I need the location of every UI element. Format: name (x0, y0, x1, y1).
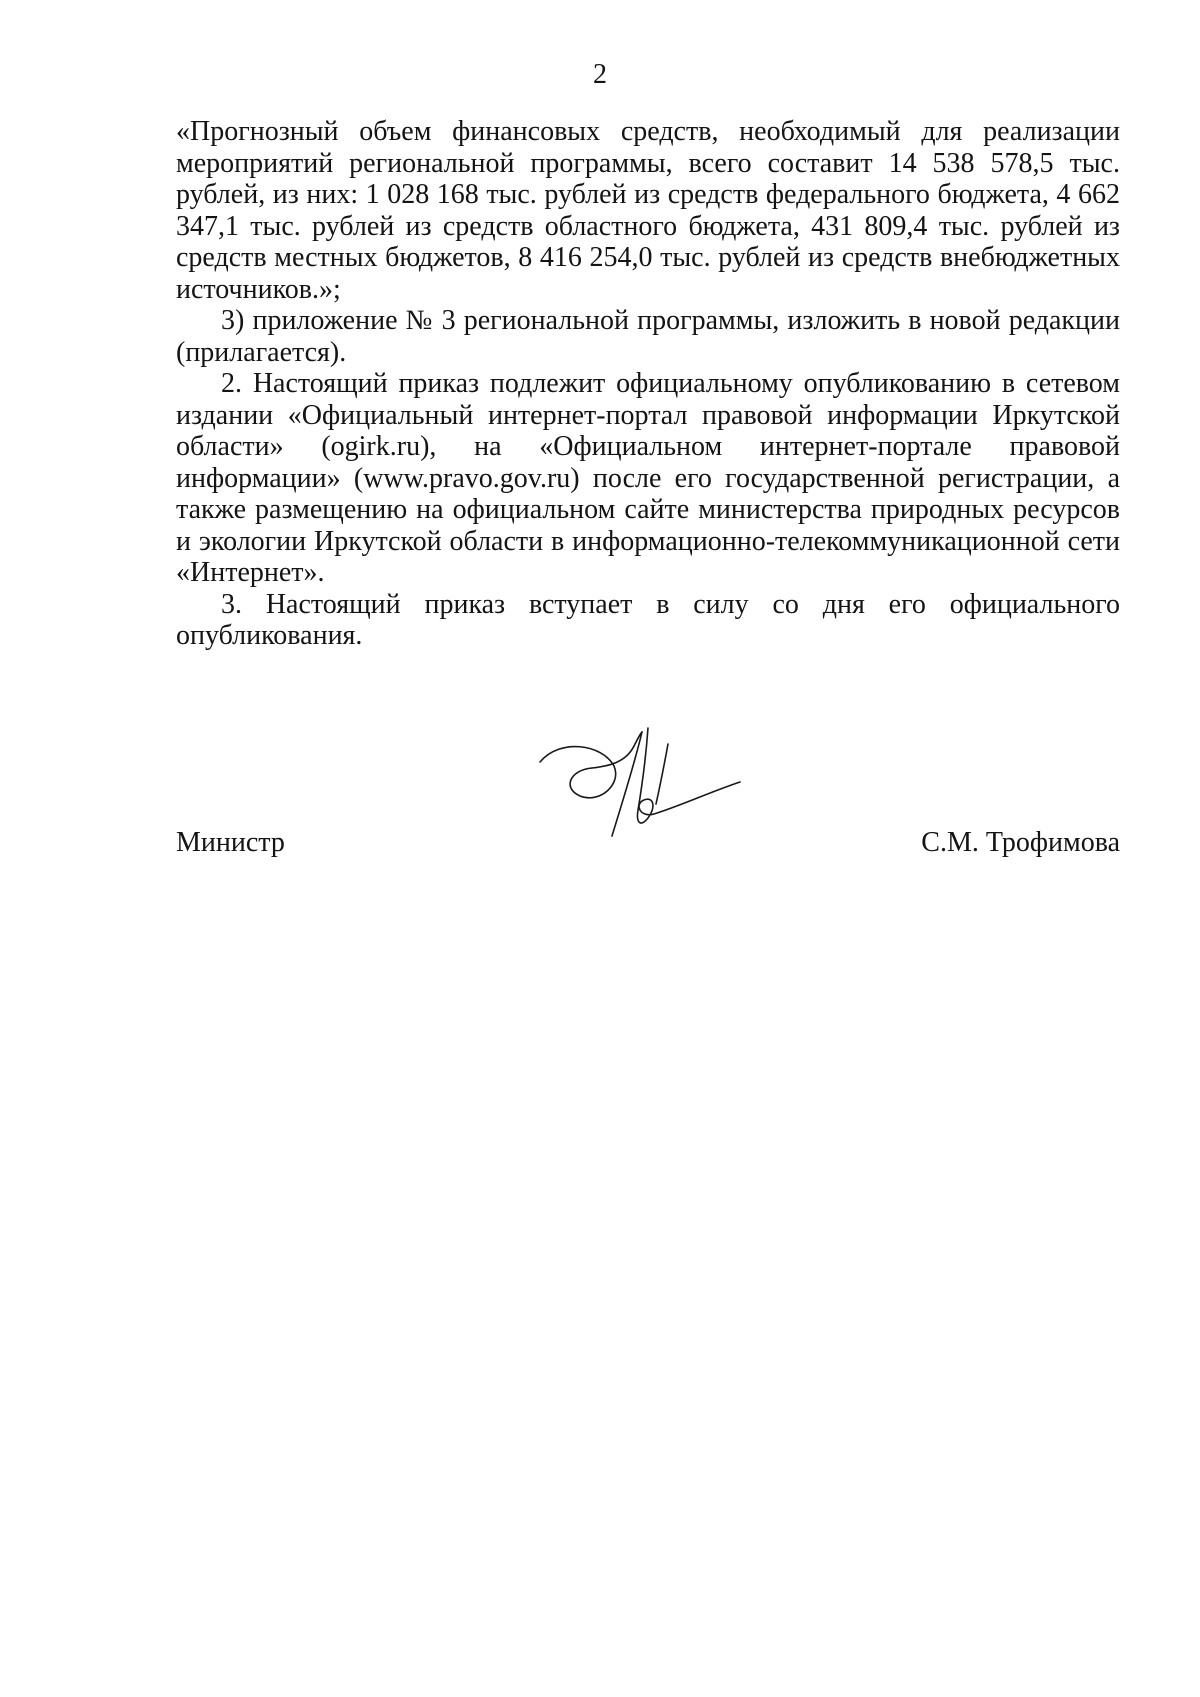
signature-block (176, 826, 1120, 866)
page-number: 2 (593, 59, 607, 90)
paragraph-funding-volume: «Прогнозный объем финансовых средств, необходимый для реализации мероприятий региональной программы, всего составит 14 538 578,5 тыс. рублей, из них: 1 028 168 тыс. рублей из средств федерального бюджета, 4 662 347,1 тыс. рублей из средств областного бюджета, 431 809,4 тыс. рублей из средств местных бюджетов, 8 416 254,0 тыс. рублей из средств внебюджетных источников.»; (176, 116, 1120, 305)
signer-name: С.М. Трофимова (921, 827, 1120, 858)
paragraph-effective-date: 3. Настоящий приказ вступает в силу со дня его официального опубликования. (176, 588, 1120, 651)
paragraph-publication: 2. Настоящий приказ подлежит официальному опубликованию в сетевом издании «Официальный интернет-портал правовой информации Иркутской области» (ogirk.ru), на «Официальном интернет-портале правовой информации» (www.pravo.gov.ru) после его государственной регистрации, а также размещению на официальном сайте министерства природных ресурсов и экологии Иркутской области в информационно-телекоммуникационной сети «Интернет». (176, 368, 1120, 588)
document-body (176, 116, 1120, 652)
paragraph-appendix-3: 3) приложение № 3 региональной программы, изложить в новой редакции (прилагается). (176, 305, 1120, 368)
signer-position: Министр (176, 827, 285, 858)
